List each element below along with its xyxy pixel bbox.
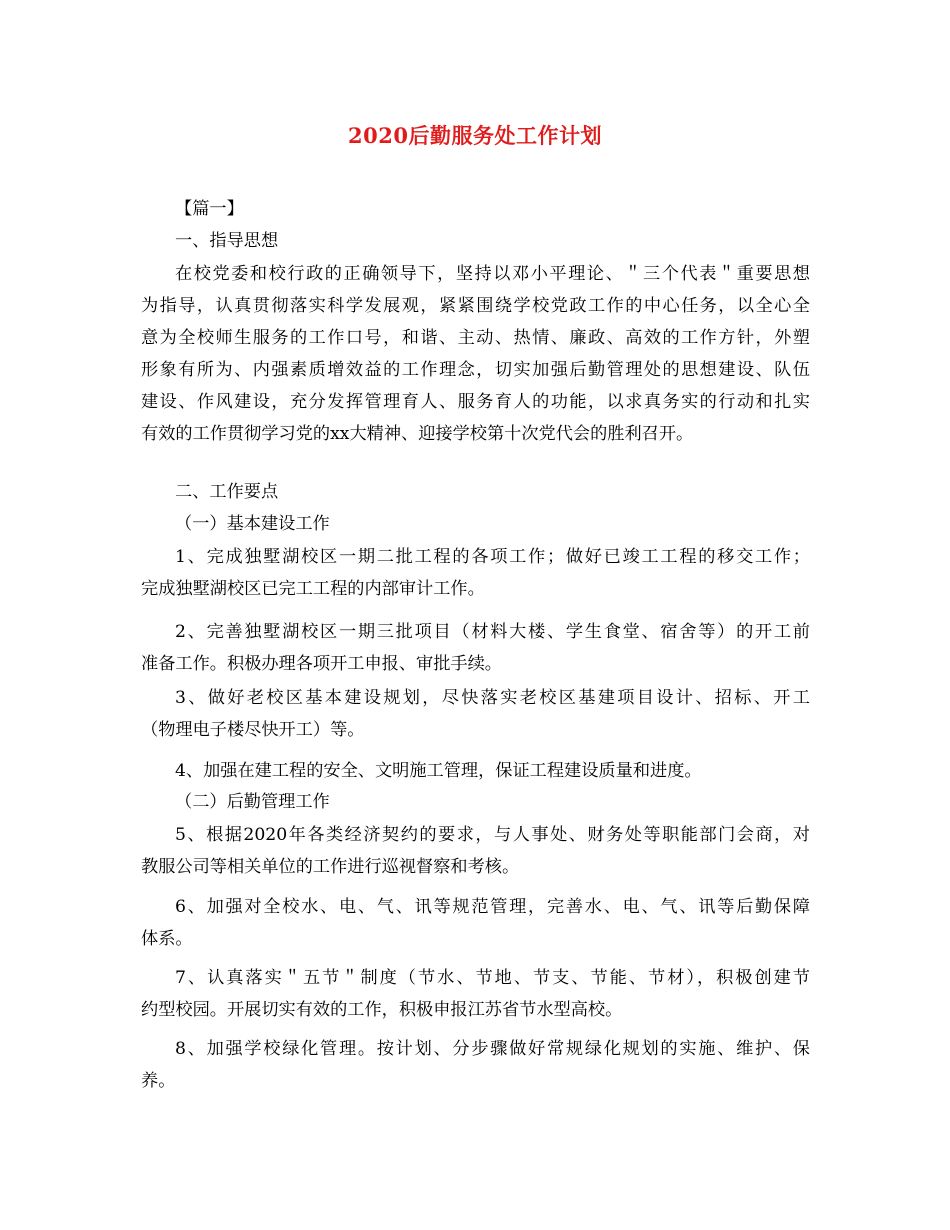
heading-work-points: 二、工作要点 xyxy=(175,482,279,502)
item-5-line: 5、根据2020年各类经济契约的要求，与人事处、财务处等职能部门会商，对 xyxy=(175,825,810,845)
subheading-construction: （一）基本建设工作 xyxy=(175,514,330,534)
document-title: 2020后勤服务处工作计划 xyxy=(348,123,602,148)
subheading-logistics: （二）后勤管理工作 xyxy=(175,792,330,812)
paragraph-line: 在校党委和校行政的正确领导下，坚持以邓小平理论、＂三个代表＂重要思想 xyxy=(175,264,810,284)
item-8-line: 养。 xyxy=(141,1071,176,1091)
item-7-line: 7、认真落实＂五节＂制度（节水、节地、节支、节能、节材），积极创建节 xyxy=(175,968,810,988)
paragraph-line: 建设、作风建设，充分发挥管理育人、服务育人的功能，以求真务实的行动和扎实 xyxy=(141,392,810,412)
item-2-line: 准备工作。积极办理各项开工申报、审批手续。 xyxy=(141,654,502,674)
section-label: 【篇一】 xyxy=(175,199,244,219)
paragraph-line: 有效的工作贯彻学习党的xx大精神、迎接学校第十次党代会的胜利召开。 xyxy=(141,424,694,444)
heading-guiding-ideology: 一、指导思想 xyxy=(175,231,279,251)
item-1-line: 1、完成独墅湖校区一期二批工程的各项工作；做好已竣工工程的移交工作； xyxy=(175,547,810,567)
item-8-line: 8、加强学校绿化管理。按计划、分步骤做好常规绿化规划的实施、维护、保 xyxy=(175,1039,810,1059)
item-4-line: 4、加强在建工程的安全、文明施工管理，保证工程建设质量和进度。 xyxy=(175,761,702,781)
item-3-line: （物理电子楼尽快开工）等。 xyxy=(141,720,365,740)
item-2-line: 2、完善独墅湖校区一期三批项目（材料大楼、学生食堂、宿舍等）的开工前 xyxy=(175,622,810,642)
item-7-line: 约型校园。开展切实有效的工作，积极申报江苏省节水型高校。 xyxy=(141,1000,623,1020)
item-6-line: 6、加强对全校水、电、气、讯等规范管理，完善水、电、气、讯等后勤保障 xyxy=(175,897,810,917)
item-5-line: 教服公司等相关单位的工作进行巡视督察和考核。 xyxy=(141,857,520,877)
item-6-line: 体系。 xyxy=(141,929,193,949)
paragraph-line: 形象有所为、内强素质增效益的工作理念，切实加强后勤管理处的思想建设、队伍 xyxy=(141,360,810,380)
item-1-line: 完成独墅湖校区已完工工程的内部审计工作。 xyxy=(141,579,485,599)
paragraph-line: 意为全校师生服务的工作口号，和谐、主动、热情、廉政、高效的工作方针，外塑 xyxy=(141,328,810,348)
item-3-line: 3、做好老校区基本建设规划，尽快落实老校区基建项目设计、招标、开工 xyxy=(175,688,810,708)
paragraph-line: 为指导，认真贯彻落实科学发展观，紧紧围绕学校党政工作的中心任务，以全心全 xyxy=(141,296,810,316)
